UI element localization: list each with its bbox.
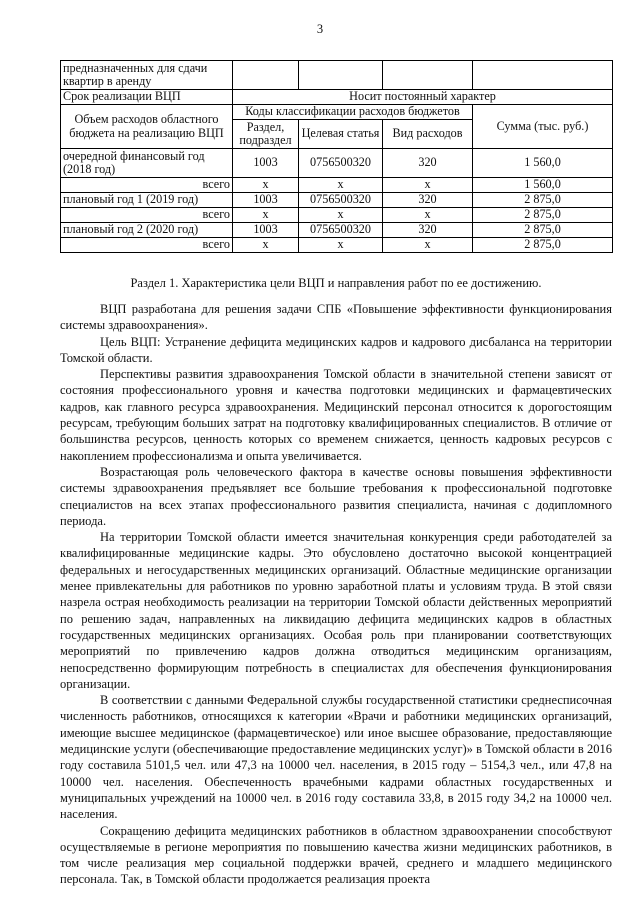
table-row xyxy=(61,223,613,238)
section-header: Раздел, подраздел xyxy=(233,120,299,149)
table-row xyxy=(61,238,613,253)
volume-header: Объем расходов областного бюджета на реализацию ВЦП xyxy=(61,105,233,149)
paragraph: В соответствии с данными Федеральной службы государственной статистики среднесписочная численность работников, относящихся к категории «Врачи и работники медицинских организаций, имеющие высшее медицинское (фармацевтическое) или иное высшее образование, предоставляющие медицинские услуги (обеспечивающие предоставление медицинских услуг)» в Томской области в 2016 году составила 5101,5 чел. или 47,3 на 10000 чел. населения, в 2015 году – 5154,3 чел., или 47,8 на 10000 чел. населения. Обеспеченность врачебными кадрами областных государственных и муниципальных учреждений на 10000 чел. в 2016 году составила 33,8, в 2015 году 34,2 на 10000 чел. населения. xyxy=(60,693,612,822)
paragraph: Цель ВЦП: Устранение дефицита медицинских кадров и кадрового дисбаланса на территории Томской области. xyxy=(60,334,612,365)
body-text xyxy=(60,301,612,888)
row-label: всего xyxy=(61,238,233,253)
table-cell xyxy=(299,61,383,90)
row-sum: 2 875,0 xyxy=(473,193,613,208)
row-label: всего xyxy=(61,208,233,223)
section-title: Раздел 1. Характеристика цели ВЦП и направления работ по ее достижению. xyxy=(130,276,542,290)
expense-type-header: Вид расходов xyxy=(383,120,473,149)
table-row xyxy=(61,90,613,105)
table-cell: предназначенных для сдачи квартир в аренду xyxy=(61,61,233,90)
row-section: x xyxy=(233,208,299,223)
target-header: Целевая статья xyxy=(299,120,383,149)
row-section: x xyxy=(233,238,299,253)
row-target: x xyxy=(299,178,383,193)
term-value: Носит постоянный характер xyxy=(233,90,613,105)
page-number: 3 xyxy=(316,22,324,36)
table-row xyxy=(61,61,613,90)
row-type: x xyxy=(383,208,473,223)
row-target: 0756500320 xyxy=(299,149,383,178)
sum-header: Сумма (тыс. руб.) xyxy=(473,105,613,149)
row-type: 320 xyxy=(383,223,473,238)
table-row xyxy=(61,149,613,178)
row-target: x xyxy=(299,208,383,223)
row-section: x xyxy=(233,178,299,193)
term-label: Срок реализации ВЦП xyxy=(61,90,233,105)
table-cell xyxy=(383,61,473,90)
row-sum: 2 875,0 xyxy=(473,223,613,238)
codes-header: Коды классификации расходов бюджетов xyxy=(233,105,473,120)
paragraph: Сокращению дефицита медицинских работников в областном здравоохранении способствуют осуществляемые в регионе мероприятия по повышению качества жизни медицинских работников, в том числе реализация мер социальной поддержки врачей, среднего и младшего медицинского персонала. Так, в Томской области продолжается реализация проекта xyxy=(60,823,612,887)
row-sum: 2 875,0 xyxy=(473,238,613,253)
table-row xyxy=(61,178,613,193)
row-sum: 1 560,0 xyxy=(473,178,613,193)
row-label: очередной финансовый год (2018 год) xyxy=(61,149,233,178)
row-type: x xyxy=(383,238,473,253)
row-target: 0756500320 xyxy=(299,223,383,238)
row-sum: 2 875,0 xyxy=(473,208,613,223)
row-section: 1003 xyxy=(233,193,299,208)
row-label: всего xyxy=(61,178,233,193)
budget-table xyxy=(60,60,613,253)
table-cell xyxy=(473,61,613,90)
row-target: 0756500320 xyxy=(299,193,383,208)
paragraph: Перспективы развития здравоохранения Томской области в значительной степени зависят от состояния профессионального уровня и качества подготовки медицинских и фармацевтических кадров, как главного ресурса здравоохранения. Медицинский персонал относится к дорогостоящим ресурсам, требующим больших затрат на подготовку квалифицированных специалистов. В отличие от большинства ресурсов, ценность которых со временем снижается, ценность кадровых ресурсов с накоплением профессионализма и опыта увеличивается. xyxy=(60,367,612,463)
table-row xyxy=(61,193,613,208)
table-row xyxy=(61,208,613,223)
row-label: плановый год 2 (2020 год) xyxy=(61,223,233,238)
row-label: плановый год 1 (2019 год) xyxy=(61,193,233,208)
row-type: 320 xyxy=(383,193,473,208)
paragraph: На территории Томской области имеется значительная конкуренция среди работодателей за квалифицированные медицинские кадры. Это обусловлено достаточно высокой концентрацией федеральных и негосударственных медицинских организаций. Областные медицинские организации менее привлекательны для работников по уровню заработной платы и условиям труда. В этой связи назрела острая необходимость реализации на территории Томской области действенных мероприятий по решению задач, направленных на ликвидацию дефицита медицинских кадров в областных государственных медицинских организациях. Особая роль при планировании соответствующих мероприятий по привлечению кадров должна отводиться медицинским организациям, непосредственно формирующим потребность в специалистах для обеспечения функционирования организации. xyxy=(60,530,612,691)
table-cell xyxy=(233,61,299,90)
row-section: 1003 xyxy=(233,223,299,238)
row-section: 1003 xyxy=(233,149,299,178)
row-sum: 1 560,0 xyxy=(473,149,613,178)
row-type: x xyxy=(383,178,473,193)
row-target: x xyxy=(299,238,383,253)
row-type: 320 xyxy=(383,149,473,178)
paragraph: ВЦП разработана для решения задачи СПБ «Повышение эффективности функционирования системы здравоохранения». xyxy=(60,302,612,333)
paragraph: Возрастающая роль человеческого фактора в качестве основы повышения эффективности системы здравоохранения предъявляет все большие требования к профессиональной подготовке специалистов на всех этапах профессионального развития специалиста, начиная с додипломного периода. xyxy=(60,464,612,528)
table-header-row xyxy=(61,105,613,120)
